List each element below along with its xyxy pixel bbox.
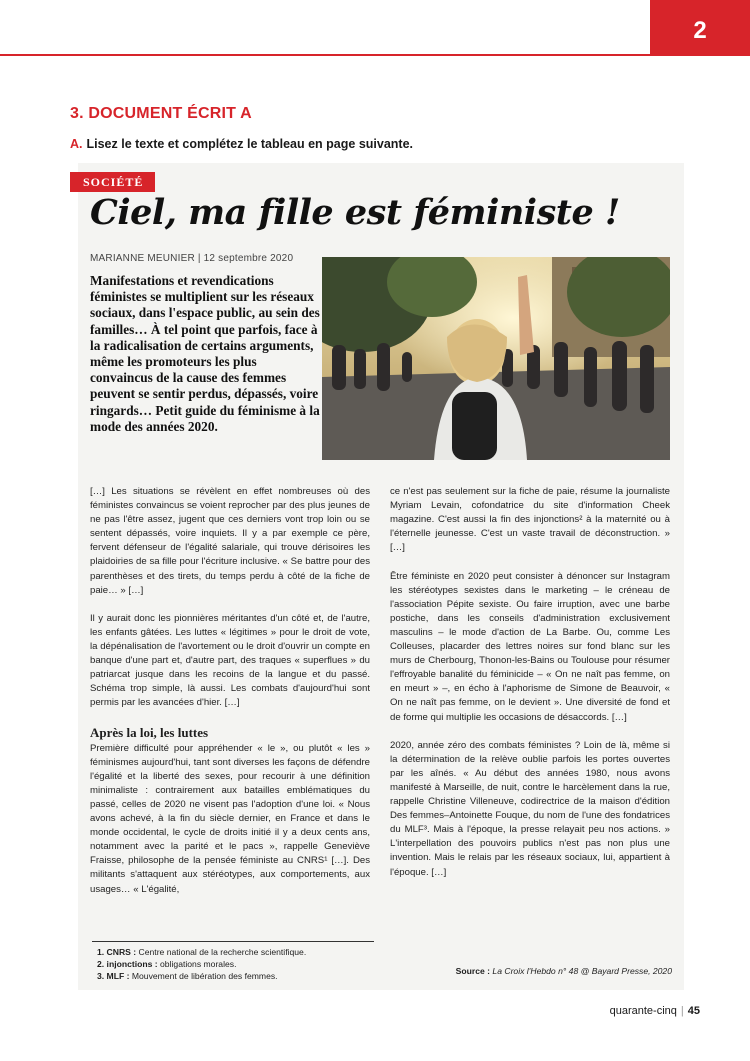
article-column-1	[90, 485, 370, 911]
subheading: Après la loi, les luttes	[90, 724, 209, 740]
source-text: La Croix l'Hebdo n° 48 @ Bayard Presse, 2020	[492, 966, 672, 976]
category-tag: SOCIÉTÉ	[70, 172, 155, 192]
page-word: quarante-cinq	[609, 1005, 677, 1017]
body-paragraph: Il y aurait donc les pionnières méritantes d'un côté et, de l'autre, les enfants gâtées. Les luttes « légitimes » pour le droit de vote, la dépénalisation de l'avortement ou le droit d'ouvrir un compte en banque d'une part et, d'autre part, des traques « superflues » du patriarcat jusque dans les recoins de la langue et du passé. Schéma trop simple, là aussi. Les combats d'aujourd'hui sont permis par les avancées d'hier. […]	[90, 612, 370, 709]
footnotes	[97, 946, 306, 982]
folio-separator: |	[680, 1005, 684, 1017]
instruction-text: Lisez le texte et complétez le tableau en page suivante.	[86, 137, 414, 151]
chapter-number: 2	[693, 17, 707, 44]
section-heading: 3. DOCUMENT ÉCRIT A	[70, 105, 252, 122]
lead-paragraph: Manifestations et revendications féministes se multiplient sur les réseaux sociaux, dans l'espace public, au sein des familles… À tel point que parfois, face à la radicalisation de certains arguments, même les promoteurs les plus convaincus de la cause des femmes peuvent se sentir perdus, dépassés, voire ringards… Petit guide du féminisme à la mode des années 2020.	[90, 273, 320, 434]
source-credit	[420, 966, 672, 976]
byline: MARIANNE MEUNIER | 12 septembre 2020	[90, 253, 294, 264]
body-paragraph: ce n'est pas seulement sur la fiche de paie, résume la journaliste Myriam Levain, cofondatrice du site d'information Cheek magazine. C'est aussi la fin des injonctions² à la maternité ou à l'éternelle jeunesse. C'est un vaste travail de déconstruction. » […]	[390, 486, 670, 554]
page-number: 45	[687, 1005, 700, 1017]
footnote: 2. injonctions : obligations morales.	[97, 959, 237, 969]
body-paragraph: Être féministe en 2020 peut consister à dénoncer sur Instagram les stéréotypes sexistes dans le marketing – le créneau de l'association Pépite sexiste. Ou faire irruption, avec une barbe postiche, dans les conseils d'administration exclusivement masculins – le mode d'action de La Barbe. Ou, comme Les Colleuses, placarder des lettres noires sur fond blanc sur les murs de Cherbourg, Thonon-les-Bains ou Toulouse pour résumer l'effroyable banalité du féminicide – « On ne naît pas femme, on en meurt » –, en écho à l'aphorisme de Simone de Beauvoir, « On ne naît pas femme, on le devient ». Une diversité de fond et de forme qui multiplie les occasions de désaccords. […]	[390, 570, 670, 723]
source-label: Source :	[455, 966, 491, 976]
body-paragraph: 2020, année zéro des combats féministes ? Loin de là, même si la détermination de la relève oublie parfois les portes ouvertes par les aînés. « Au début des années 1980, nous avons manifesté à Marseille, de nuit, contre le harcèlement dans la rue, rappelle Christine Villeneuve, codirectrice de la maison d'édition Des femmes–Antoinette Fouque, du nom de l'une des fondatrices du MLF³. Mais à l'époque, la presse relayait peu nos actions. » L'interpellation des pouvoirs publics n'est pas non plus une invention. Mais le relais par les réseaux sociaux, lui, appartient à l'époque. […]	[390, 739, 670, 878]
article-title: Ciel, ma fille est féministe !	[90, 192, 620, 233]
article-column-2	[390, 485, 670, 894]
instruction	[70, 137, 413, 151]
feminist-protest-photo	[322, 257, 670, 460]
instruction-letter: A.	[70, 137, 83, 151]
page-folio	[560, 1005, 700, 1017]
footnote: 1. CNRS : Centre national de la recherche scientifique.	[97, 947, 307, 957]
footnote-rule	[92, 941, 374, 942]
header-rule	[0, 54, 750, 56]
footnote: 3. MLF : Mouvement de libération des femmes.	[97, 971, 278, 981]
body-paragraph: […] Les situations se révèlent en effet nombreuses où des féministes convaincus se voient reprocher par des plus jeunes de ne pas l'être assez, jugent que ces derniers vont trop loin ou se sentent dépassés, voire inquiets. Il y a par exemple ce père, fervent défenseur de l'égalité salariale, qui trouve dérisoires les plaidoiries de sa fille pour l'écriture inclusive. « Se battre pour des parenthèses et des tirets, du temps perdu à côté de la fiche de paie… » […]	[90, 486, 370, 596]
body-paragraph: Première difficulté pour appréhender « le », ou plutôt « les » féminismes aujourd'hui, tant sont diverses les façons de défendre l'égalité et la liberté des sexes, pour recourir à une définition minimaliste : contrairement aux batailles emblématiques du passé, celles de 2020 ne visent pas l'adoption d'une loi. « Nous avons achevé, à la fin du siècle dernier, en France et dans le monde occidental, le cycle de droits initié il y a deux cents ans, notamment avec la parité et le pacs », rappelle Geneviève Fraisse, philosophe de la pensée féministe au CNRS¹ […]. Des militants s'attaquent aux stéréotypes, aux comportements, aux usages… « L'égalité,	[90, 742, 370, 895]
